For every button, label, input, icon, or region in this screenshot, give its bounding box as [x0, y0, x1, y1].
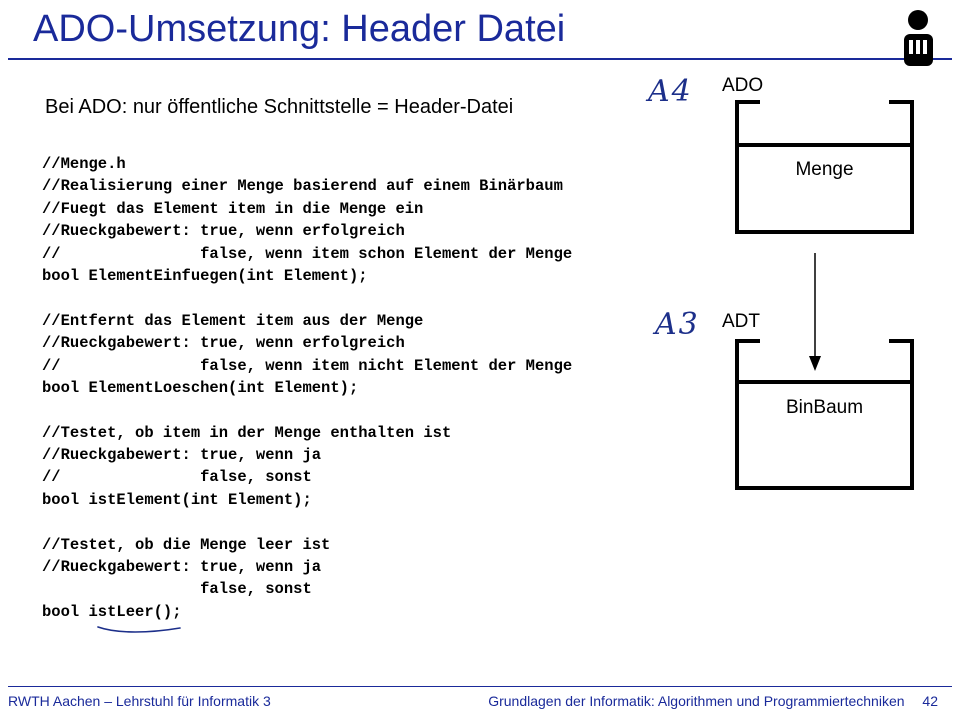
code-line: //Rueckgabewert: true, wenn ja	[42, 558, 322, 577]
code-line: bool istLeer();	[42, 602, 182, 621]
handwritten-underline	[98, 627, 180, 632]
code-line: bool istElement(int Element);	[42, 490, 312, 509]
code-line: false, sonst	[42, 580, 312, 599]
slide-title: ADO-Umsetzung: Header Datei	[33, 8, 566, 50]
title-underline	[8, 58, 952, 60]
slide-subtitle: Bei ADO: nur öffentliche Schnittstelle = Header-Datei	[45, 96, 514, 118]
handwritten-note-a4: A4	[648, 74, 693, 109]
code-line: // false, sonst	[42, 468, 312, 487]
adt-label: ADT	[722, 311, 760, 332]
footer-course-title: Grundlagen der Informatik: Algorithmen und Programmiertechniken	[488, 693, 905, 709]
code-line: //Menge.h	[42, 155, 126, 173]
code-line: bool ElementLoeschen(int Element);	[42, 378, 359, 397]
binbaum-box-label: BinBaum	[785, 397, 864, 418]
footer-institution: RWTH Aachen – Lehrstuhl für Informatik 3	[8, 693, 271, 709]
ado-label: ADO	[722, 75, 764, 96]
code-line: //Rueckgabewert: true, wenn ja	[42, 446, 322, 465]
logo-body	[904, 34, 933, 66]
page-number: 42	[922, 693, 938, 709]
logo-dot	[908, 10, 928, 30]
code-line: // false, wenn item nicht Element der Menge	[42, 356, 573, 375]
code-line: //Testet, ob item in der Menge enthalten ist	[42, 423, 452, 442]
code-line: //Fuegt das Element item in die Menge ein	[42, 199, 424, 218]
code-line: //Rueckgabewert: true, wenn erfolgreich	[42, 334, 405, 353]
logo-slot-1	[909, 40, 913, 54]
code-line: //Testet, ob die Menge leer ist	[42, 535, 331, 554]
code-line	[42, 511, 572, 533]
dependency-arrow-head	[809, 356, 821, 371]
logo-slot-3	[923, 40, 927, 54]
code-line: //Entfernt das Element item aus der Menge	[42, 311, 424, 330]
code-line: //Rueckgabewert: true, wenn erfolgreich	[42, 222, 405, 241]
code-line: bool ElementEinfuegen(int Element);	[42, 266, 368, 285]
logo-slot-2	[916, 40, 920, 54]
code-line: // false, wenn item schon Element der Menge	[42, 244, 573, 263]
footer-course	[488, 693, 938, 709]
code-block	[42, 153, 572, 623]
footer-rule	[8, 686, 952, 687]
handwritten-note-a3: A3	[655, 307, 700, 342]
code-line: //Realisierung einer Menge basierend auf einem Binärbaum	[42, 177, 563, 196]
code-line	[42, 287, 572, 309]
menge-box-label: Menge	[795, 159, 854, 180]
code-line	[42, 399, 572, 421]
